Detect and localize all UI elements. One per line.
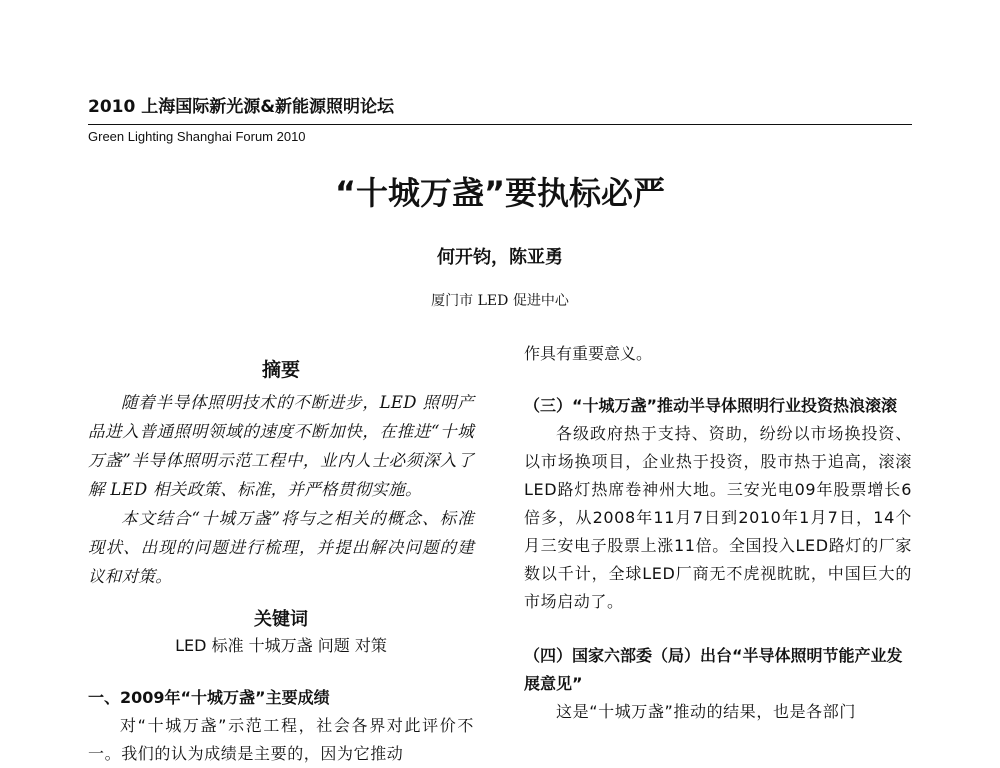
paper-affiliation: 厦门市 LED 促进中心 [431, 293, 569, 309]
section-1-paragraph: 对“十城万盏”示范工程，社会各界对此评价不一。我们的认为成绩是主要的，因为它推动 [88, 716, 474, 763]
abstract-paragraph-2: 本文结合“十城万盏”将与之相关的概念、标准现状、出现的问题进行梳理，并提出解决问题的建议和对策。 [88, 509, 474, 586]
continued-line: 作具有重要意义。 [524, 344, 653, 363]
section-1-heading: 一、2009年“十城万盏”主要成绩 [88, 688, 330, 707]
header-rule [88, 124, 912, 125]
section-4-heading: （四）国家六部委（局）出台“半导体照明节能产业发展意见” [524, 646, 903, 693]
abstract-heading: 摘要 [261, 359, 300, 381]
series-title-en: Green Lighting Shanghai Forum 2010 [88, 129, 306, 144]
paper-authors: 何开钧，陈亚勇 [437, 247, 563, 268]
abstract-paragraph-1: 随着半导体照明技术的不断进步，LED 照明产品进入普通照明领域的速度不断加快，在推进“十城万盏”半导体照明示范工程中，业内人士必须深入了解 LED 相关政策、标准，并严格贯彻实施。 [88, 393, 474, 499]
section-3-heading: （三）“十城万盏”推动半导体照明行业投资热浪滚滚 [524, 396, 898, 415]
left-column [88, 355, 474, 768]
right-column [524, 340, 912, 726]
series-title-cn: 2010 上海国际新光源&新能源照明论坛 [88, 97, 395, 117]
keywords-heading: 关键词 [254, 609, 308, 630]
paper-title: “十城万盏”要执标必严 [334, 174, 666, 212]
section-4-paragraph: 这是“十城万盏”推动的结果，也是各部门 [556, 702, 856, 721]
section-3-paragraph: 各级政府热于支持、资助，纷纷以市场换投资、以市场换项目，企业热于投资，股市热于追高，滚滚LED路灯热席卷神州大地。三安光电09年股票增长6倍多，从2008年11月7日到2010年1月7日，14个月三安电子股票上涨11倍。全国投入LED路灯的厂家数以千计，全球LED厂商无不虎视眈眈，中国巨大的市场启动了。 [524, 424, 912, 611]
keywords-line: LED 标准 十城万盏 问题 对策 [175, 636, 387, 655]
